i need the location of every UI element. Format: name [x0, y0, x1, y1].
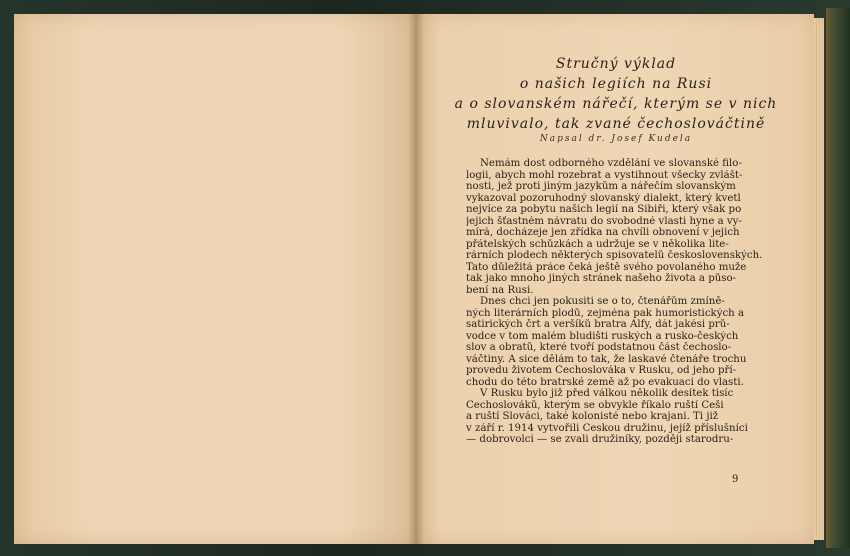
page-edges [814, 18, 824, 540]
text-line: jejich šťastném návratu do svobodné vlasti hyne a vy- [466, 215, 742, 227]
text-line: Tato důležitá práce čeká ještě svého povolaného muže [466, 261, 747, 273]
text-line: v září r. 1914 vytvořili Českou družinu, jejíž příslušníci [466, 422, 748, 434]
text-line: rárních plodech některých spisovatelů československých. [466, 250, 763, 261]
text-line: nejvíce za pobytu našich legií na Sibiři, který však po [466, 204, 742, 215]
text-line: ných literárních plodů, zejména pak humoristických a [466, 307, 745, 319]
text-line: Čechoslováků, kterým se obvykle říkalo ruští Češi [466, 399, 724, 411]
chapter-title [436, 54, 796, 134]
text-line: logii, abych mohl rozebrat a vystihnout všecky zvlášt- [466, 169, 743, 181]
book-gutter [408, 14, 424, 544]
title-line: Stručný výklad [555, 56, 677, 72]
author-byline: Napsal dr. Josef Kudela [539, 134, 693, 144]
text-line: chodu do této bratrské země až po evakuaci do vlasti. [466, 376, 744, 388]
text-line: vodce v tom malém bludišti ruských a rusko-českých [466, 330, 739, 342]
text-line: a ruští Slováci, také kolonisté nebo krajani. Ti již [466, 411, 719, 422]
page-number: 9 [732, 474, 739, 485]
cover-edge [826, 8, 850, 548]
text-line: Dnes chci jen pokusiti se o to, čtenářům zmíně- [480, 296, 725, 307]
text-line: mírá, docházeje jen zřídka na chvíli obnovení v jejich [466, 227, 740, 238]
text-line: vykazoval pozoruhodný slovanský dialekt, který kvetl [466, 192, 741, 204]
text-line: bení na Rusi. [466, 284, 534, 296]
text-line: provedu životem Čechoslováka v Rusku, od jeho pří- [466, 365, 737, 376]
title-line: a o slovanském nářečí, kterým se v nich [454, 96, 778, 112]
title-line: mluvivalo, tak zvané čechoslováčtině [466, 116, 766, 132]
text-line: slov a obratů, které tvoří podstatnou část čechoslo- [466, 342, 732, 353]
text-line: — dobrovolci — se zvali družiníky, později starodru- [466, 434, 734, 445]
left-page [14, 14, 416, 544]
text-line: přátelských schůzkách a udržuje se v několika lite- [466, 238, 729, 250]
body-text [466, 158, 772, 446]
text-line: nosti, jež proti jiným jazykům a nářečím slovanským [466, 181, 736, 192]
title-line: o našich legiích na Rusi [519, 76, 713, 92]
text-line: satirických črt a veršíků bratra Alfy, dát jakési prů- [466, 319, 730, 330]
text-line: Nemám dost odborného vzdělání ve slovanské filo- [480, 158, 742, 169]
text-line: V Rusku bylo již před válkou několik desítek tisíc [480, 388, 734, 399]
text-line: váčtiny. A sice dělám to tak, že laskavé čtenáře trochu [466, 353, 747, 365]
text-line: tak jako mnoho jiných stránek našeho života a půso- [466, 273, 737, 284]
